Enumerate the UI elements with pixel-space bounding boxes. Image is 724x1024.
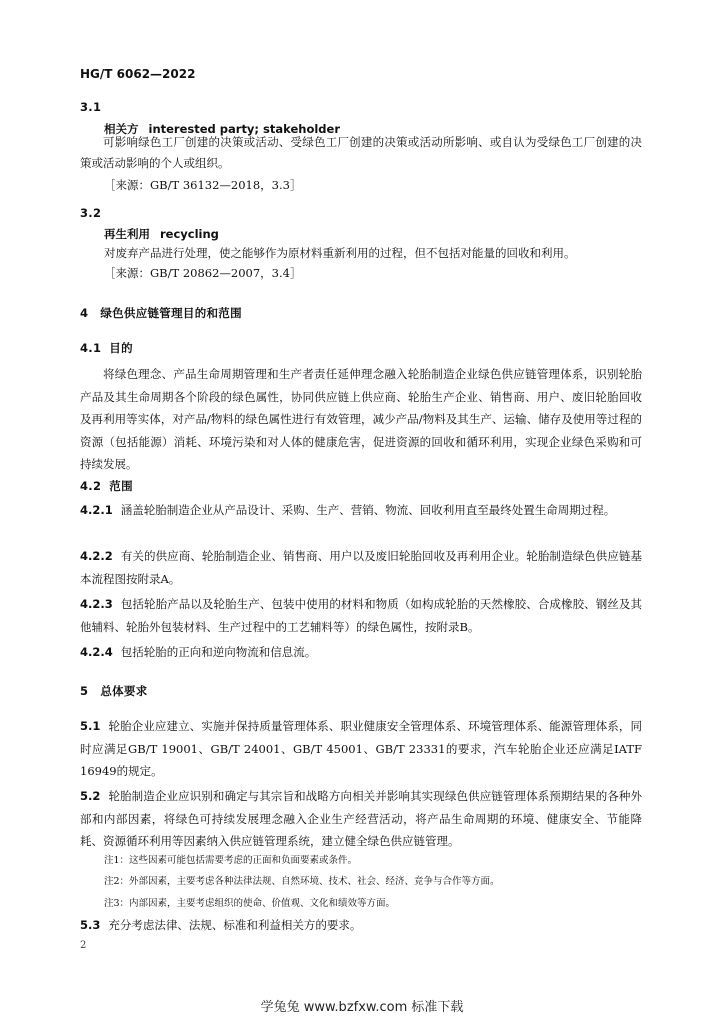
section-4-heading [80, 305, 242, 321]
clause-4-2-2 [80, 545, 642, 590]
clause-text: 包括轮胎产品以及轮胎生产、包装中使用的材料和物质（如构成轮胎的天然橡胶、合成橡胶、钢丝及其他辅料、轮胎外包装材料、生产过程中的工艺辅料等）的绿色属性，按附录B。 [80, 597, 642, 634]
clause-number: 4.2.1 [80, 503, 113, 517]
definition-3-2: 对废弃产品进行处理，使之能够作为原材料重新利用的过程，但不包括对能量的回收和利用。 [104, 246, 576, 260]
clause-number: 4.2.2 [80, 549, 113, 563]
term-cn: 再生利用 [104, 227, 150, 241]
clause-4-1-text: 将绿色理念、产品生命周期管理和生产者责任延伸理念融入轮胎制造企业绿色供应链管理体系，识别轮胎产品及其生命周期各个阶段的绿色属性，协同供应链上供应商、轮胎生产企业、销售商、用户、废旧轮胎回收及再利用等实体，对产品/物料的绿色属性进行有效管理，减少产品/物料及其生产、运输、储存及使用等过程的资源（包括能源）消耗、环境污染和对人体的健康危害，促进资源的回收和循环利用，实现企业绿色采购和可持续发展。 [80, 367, 642, 471]
clause-5-1 [80, 715, 642, 783]
section-title: 绿色供应链管理目的和范围 [100, 306, 242, 320]
note-1: 注1：这些因素可能包括需要考虑的正面和负面要素或条件。 [104, 855, 358, 866]
clause-number: 4.2.4 [80, 645, 113, 659]
clause-title: 目的 [109, 341, 133, 355]
note-3: 注3：内部因素，主要考虑组织的使命、价值观、文化和绩效等方面。 [104, 898, 396, 909]
term-heading-3-2 [104, 226, 219, 242]
section-number: 4 [80, 306, 89, 320]
clause-text: 涵盖轮胎制造企业从产品设计、采购、生产、营销、物流、回收利用直至最终处置生命周期过程。 [120, 503, 616, 517]
clause-text: 轮胎企业应建立、实施并保持质量管理体系、职业健康安全管理体系、环境管理体系、能源管理体系，同时应满足GB/T 19001、GB/T 24001、GB/T 45001、GB/T 23331的要求，汽车轮胎企业还应满足IATF 16949的规定。 [80, 719, 642, 778]
note-2: 注2：外部因素，主要考虑各种法律法规、自然环境、技术、社会、经济、竞争与合作等方面。 [104, 876, 500, 887]
term-en: interested party; stakeholder [148, 122, 341, 136]
clause-title: 范围 [109, 479, 133, 493]
clause-number: 5.3 [80, 918, 101, 932]
clause-text: 有关的供应商、轮胎制造企业、销售商、用户以及废旧轮胎回收及再利用企业。轮胎制造绿色供应链基本流程图按附录A。 [80, 549, 642, 586]
source-3-1: ［来源：GB/T 36132—2018，3.3］ [104, 178, 302, 192]
section-title: 总体要求 [100, 684, 148, 698]
section-5-heading [80, 683, 148, 699]
term-cn: 相关方 [104, 122, 139, 136]
clause-number: 4.2 [80, 479, 102, 493]
clause-4-2-1 [80, 499, 642, 522]
clause-5-2 [80, 785, 642, 853]
page-number: 2 [80, 940, 87, 951]
document-id: HG/T 6062—2022 [80, 67, 196, 81]
clause-text: 充分考虑法律、法规、标准和利益相关方的要求。 [108, 918, 362, 932]
clause-4-2-4 [80, 641, 642, 664]
definition-3-1: 可影响绿色工厂创建的决策或活动、受绿色工厂创建的决策或活动所影响、或自认为受绿色工厂创建的决策或活动影响的个人或组织。 [80, 135, 642, 170]
site-watermark: 学兔兔 www.bzfxw.com 标准下载 [260, 1000, 464, 1015]
term-en: recycling [160, 227, 219, 241]
clause-number: 5.1 [80, 719, 101, 733]
clause-number: 5.2 [80, 789, 101, 803]
clause-text: 轮胎制造企业应识别和确定与其宗旨和战略方向相关并影响其实现绿色供应链管理体系预期结果的各种外部和内部因素，将绿色可持续发展理念融入企业生产经营活动，将产品生命周期的环境、健康安全、节能降耗、资源循环利用等因素纳入供应链管理系统，建立健全绿色供应链管理。 [80, 789, 642, 848]
clause-number-3-2: 3.2 [80, 206, 102, 220]
clause-4-2-heading [80, 478, 133, 494]
clause-4-1-heading [80, 340, 133, 356]
clause-5-3 [80, 917, 361, 933]
clause-text: 包括轮胎的正向和逆向物流和信息流。 [120, 645, 317, 659]
section-number: 5 [80, 684, 89, 698]
clause-number: 4.1 [80, 341, 102, 355]
clause-4-2-3 [80, 593, 642, 638]
source-3-2: ［来源：GB/T 20862—2007，3.4］ [104, 266, 302, 280]
clause-number: 4.2.3 [80, 597, 113, 611]
clause-number-3-1: 3.1 [80, 100, 102, 114]
